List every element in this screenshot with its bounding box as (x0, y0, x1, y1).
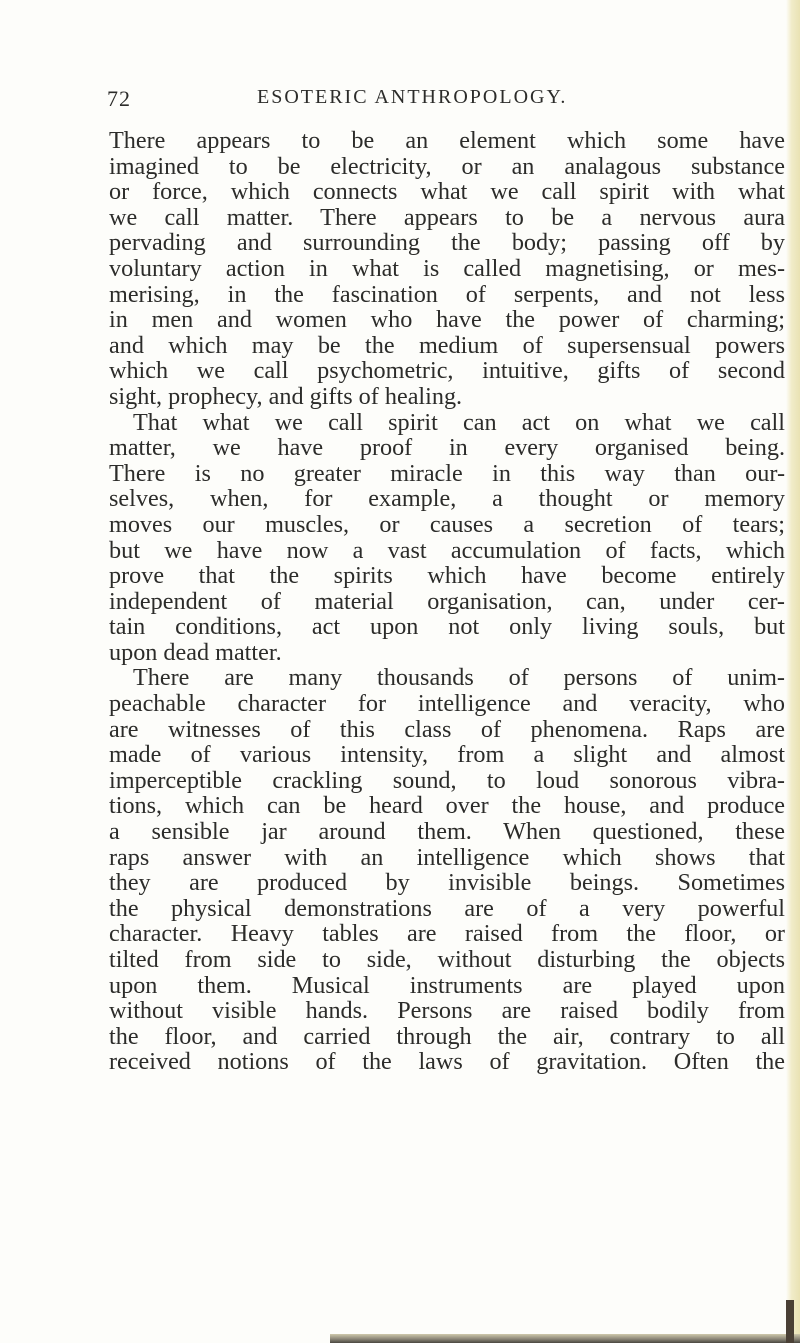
text-line: tilted from side to side, without disturbing the objects (109, 947, 785, 973)
text-line: which we call psychometric, intuitive, gifts of second (109, 358, 785, 384)
page-edge (786, 0, 800, 1343)
text-line: upon dead matter. (109, 639, 282, 666)
text-line: raps answer with an intelligence which shows that (109, 844, 785, 871)
text-line: the floor, and carried through the air, contrary to all (109, 1023, 785, 1050)
text-line: the physical demonstrations are of a very powerful (109, 895, 785, 922)
text-line: merising, in the fascination of serpents, and not less (109, 281, 785, 308)
text-line: selves, when, for example, a thought or memory (109, 486, 785, 512)
running-title: ESOTERIC ANTHROPOLOGY. (257, 86, 568, 108)
text-line: are witnesses of this class of phenomena. Raps are (109, 716, 785, 743)
text-line: imperceptible crackling sound, to loud sonorous vibra- (109, 767, 785, 794)
page-number: 72 (107, 86, 131, 111)
text-line: in men and women who have the power of charming; (109, 307, 785, 333)
scan-bottom-edge (330, 1334, 800, 1343)
text-line: sight, prophecy, and gifts of healing. (109, 383, 463, 410)
scan-corner-mark (786, 1300, 794, 1343)
running-head (107, 86, 767, 120)
text-line: There are many thousands of persons of unim- (133, 665, 785, 692)
text-line: tions, which can be heard over the house, and produce (109, 793, 785, 820)
text-line: received notions of the laws of gravitation. Often the (109, 1049, 785, 1075)
text-line: without visible hands. Persons are raised bodily from (109, 998, 785, 1024)
text-line: a sensible jar around them. When questioned, these (109, 819, 785, 845)
text-line: That what we call spirit can act on what we call (133, 409, 785, 436)
text-line: we call matter. There appears to be a nervous aura (109, 204, 785, 231)
body-text (109, 128, 789, 1075)
text-line: or force, which connects what we call spirit with what (109, 179, 785, 205)
text-line: voluntary action in what is called magnetising, or mes- (109, 255, 785, 282)
text-line: There appears to be an element which some have (109, 128, 785, 154)
text-line: and which may be the medium of supersensual powers (109, 332, 785, 359)
text-line: pervading and surrounding the body; passing off by (109, 230, 785, 256)
text-line: There is no greater miracle in this way than our- (109, 460, 785, 487)
text-line: peachable character for intelligence and veracity, who (109, 691, 785, 717)
text-line: moves our muscles, or causes a secretion of tears; (109, 511, 785, 538)
text-line: they are produced by invisible beings. Sometimes (109, 870, 785, 896)
text-line: upon them. Musical instruments are played upon (109, 972, 785, 999)
text-line: character. Heavy tables are raised from the floor, or (109, 921, 785, 947)
text-line: made of various intensity, from a slight and almost (109, 742, 785, 768)
text-line: but we have now a vast accumulation of facts, which (109, 537, 785, 564)
text-line: independent of material organisation, can, under cer- (109, 588, 785, 615)
text-line: imagined to be electricity, or an analagous substance (109, 153, 785, 180)
text-line: prove that the spirits which have become entirely (109, 563, 785, 589)
text-line: tain conditions, act upon not only living souls, but (109, 614, 785, 640)
text-line: matter, we have proof in every organised being. (109, 435, 785, 461)
